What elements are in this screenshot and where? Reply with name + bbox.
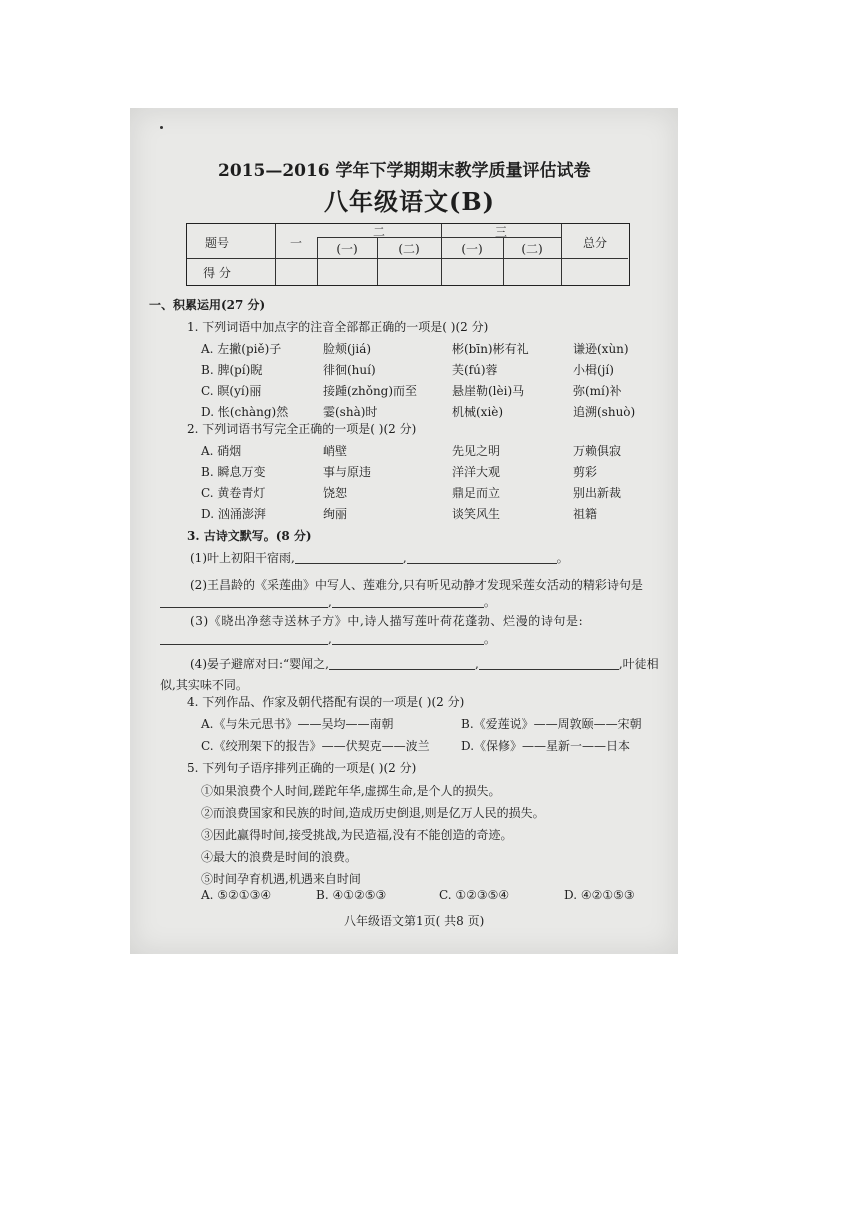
q1-row-b-3: 芙(fú)蓉	[452, 363, 498, 377]
q1-row-b-2: 徘徊(huí)	[323, 363, 376, 377]
q2-row-a-4: 万赖俱寂	[573, 444, 622, 458]
q2-row-b-2: 事与原违	[323, 465, 372, 479]
q5-sentence-4: ④最大的浪费是时间的浪费。	[201, 850, 358, 864]
q5-option-a: A. ⑤②①③④	[201, 888, 272, 902]
q1-stem: 1. 下列词语中加点字的注音全部都正确的一项是( )(2 分)	[187, 320, 489, 334]
q3-part-1-period: 。	[556, 551, 569, 565]
label-question-number: 题号	[204, 236, 229, 250]
q2-row-c-1: C. 黄卷青灯	[201, 486, 266, 500]
q1-row-d-2: 霎(shà)时	[323, 405, 378, 419]
q4-option-a: A.《与朱元思书》——吴均——南朝	[201, 717, 394, 731]
col-total: 总分	[582, 236, 607, 250]
q5-option-b: B. ④①②⑤③	[316, 888, 387, 902]
answer-blank[interactable]	[160, 595, 328, 608]
col-part-3: 三	[494, 225, 507, 239]
q2-row-d-3: 谈笑风生	[452, 507, 501, 521]
answer-blank[interactable]	[160, 632, 328, 645]
q1-row-a-2: 脸颊(jiá)	[323, 342, 372, 356]
q3-part-4	[190, 655, 659, 672]
q1-row-b-1: B. 脾(pí)睨	[201, 363, 263, 377]
q3-part-2-answer	[160, 593, 496, 610]
page-footer: 八年级语文第1页( 共8 页)	[344, 914, 485, 928]
q2-row-a-2: 峭壁	[323, 444, 348, 458]
q5-option-c: C. ①②③⑤④	[439, 888, 510, 902]
score-table	[186, 223, 630, 286]
q1-row-a-4: 谦逊(xùn)	[573, 342, 629, 356]
q3-part-4-comma: ,	[475, 657, 479, 671]
q1-row-a-1: A. 左撇(piě)子	[201, 342, 282, 356]
q3-part-1-comma: ,	[402, 551, 407, 565]
q2-row-c-2: 饶恕	[323, 486, 348, 500]
exam-title: 2015—2016 学年下学期期末教学质量评估试卷	[218, 161, 591, 181]
sub-col-3-2: (二)	[521, 242, 543, 256]
q1-row-c-2: 接踵(zhǒng)而至	[323, 384, 418, 398]
q1-row-a-3: 彬(bīn)彬有礼	[452, 342, 529, 356]
q5-sentence-2: ②而浪费国家和民族的时间,造成历史倒退,则是亿万人民的损失。	[201, 806, 545, 820]
q4-option-b: B.《爱莲说》——周敦颐——宋朝	[461, 717, 642, 731]
section-heading: 一、积累运用(27 分)	[149, 298, 266, 312]
q1-row-b-4: 小楫(jí)	[573, 363, 614, 377]
q4-option-c: C.《绞刑架下的报告》——伏契克——波兰	[201, 739, 430, 753]
speck-mark	[160, 126, 163, 129]
q3-part-4-tail: ,叶徒相	[618, 657, 659, 671]
q3-part-4-text: (4)晏子避席对曰:“婴闻之,	[190, 657, 329, 671]
q3-part-4-cont: 似,其实味不同。	[160, 678, 248, 692]
answer-blank[interactable]	[329, 657, 475, 670]
subject-title: 八年级语文(B)	[324, 187, 495, 216]
q3-part-1-text: (1)叶上初阳干宿雨,	[190, 551, 295, 565]
col-part-1: 一	[289, 236, 302, 250]
q3-part-1	[190, 549, 569, 566]
q1-row-d-3: 机械(xiè)	[452, 405, 504, 419]
answer-blank[interactable]	[332, 632, 484, 645]
q2-stem: 2. 下列词语书写完全正确的一项是( )(2 分)	[187, 422, 417, 436]
label-score: 得 分	[203, 266, 231, 280]
q5-stem: 5. 下列句子语序排列正确的一项是( )(2 分)	[187, 761, 417, 775]
q1-row-d-1: D. 怅(chàng)然	[201, 405, 289, 419]
q3-part-3: (3)《晓出净慈寺送林子方》中,诗人描写莲叶荷花蓬勃、烂漫的诗句是:	[190, 614, 584, 628]
q2-row-d-2: 绚丽	[323, 507, 348, 521]
q1-row-c-3: 悬崖勒(lèi)马	[452, 384, 525, 398]
answer-blank[interactable]	[407, 551, 557, 564]
answer-blank[interactable]	[332, 595, 484, 608]
col-part-2: 二	[372, 225, 385, 239]
q5-sentence-1: ①如果浪费个人时间,蹉跎年华,虚掷生命,是个人的损失。	[201, 784, 501, 798]
q5-sentence-3: ③因此赢得时间,接受挑战,为民造福,没有不能创造的奇迹。	[201, 828, 513, 842]
sub-col-3-1: (一)	[461, 242, 483, 256]
q1-row-c-4: 弥(mí)补	[573, 384, 622, 398]
sub-col-2-2: (二)	[398, 242, 420, 256]
q2-row-c-4: 别出新裁	[573, 486, 622, 500]
q2-row-a-1: A. 硝烟	[201, 444, 242, 458]
q3-part-3-period: 。	[483, 632, 496, 646]
answer-blank[interactable]	[295, 551, 403, 564]
q2-row-c-3: 鼎足而立	[452, 486, 501, 500]
q3-part-2-period: 。	[483, 595, 496, 609]
q1-row-c-1: C. 瞑(yí)丽	[201, 384, 262, 398]
q2-row-d-4: 祖籍	[573, 507, 598, 521]
sub-col-2-1: (一)	[336, 242, 358, 256]
q3-part-2-comma: ,	[328, 595, 332, 609]
q4-option-d: D.《保修》——星新一——日本	[461, 739, 631, 753]
q3-part-3-comma: ,	[328, 632, 332, 646]
q4-stem: 4. 下列作品、作家及朝代搭配有误的一项是( )(2 分)	[187, 695, 465, 709]
q2-row-b-1: B. 瞬息万变	[201, 465, 266, 479]
q3-stem: 3. 古诗文默写。(8 分)	[187, 529, 312, 543]
q1-row-d-4: 追溯(shuò)	[573, 405, 636, 419]
answer-blank[interactable]	[479, 657, 619, 670]
q2-row-b-4: 剪彩	[573, 465, 598, 479]
q2-row-b-3: 洋洋大观	[452, 465, 501, 479]
q2-row-a-3: 先见之明	[452, 444, 501, 458]
q2-row-d-1: D. 汹涌澎湃	[201, 507, 266, 521]
q5-sentence-5: ⑤时间孕育机遇,机遇来自时间	[201, 872, 361, 886]
q5-option-d: D. ④②①⑤③	[564, 888, 635, 902]
q3-part-2: (2)王昌龄的《采莲曲》中写人、莲难分,只有听见动静才发现采莲女活动的精彩诗句是	[190, 578, 643, 592]
q3-part-3-answer	[160, 630, 496, 647]
